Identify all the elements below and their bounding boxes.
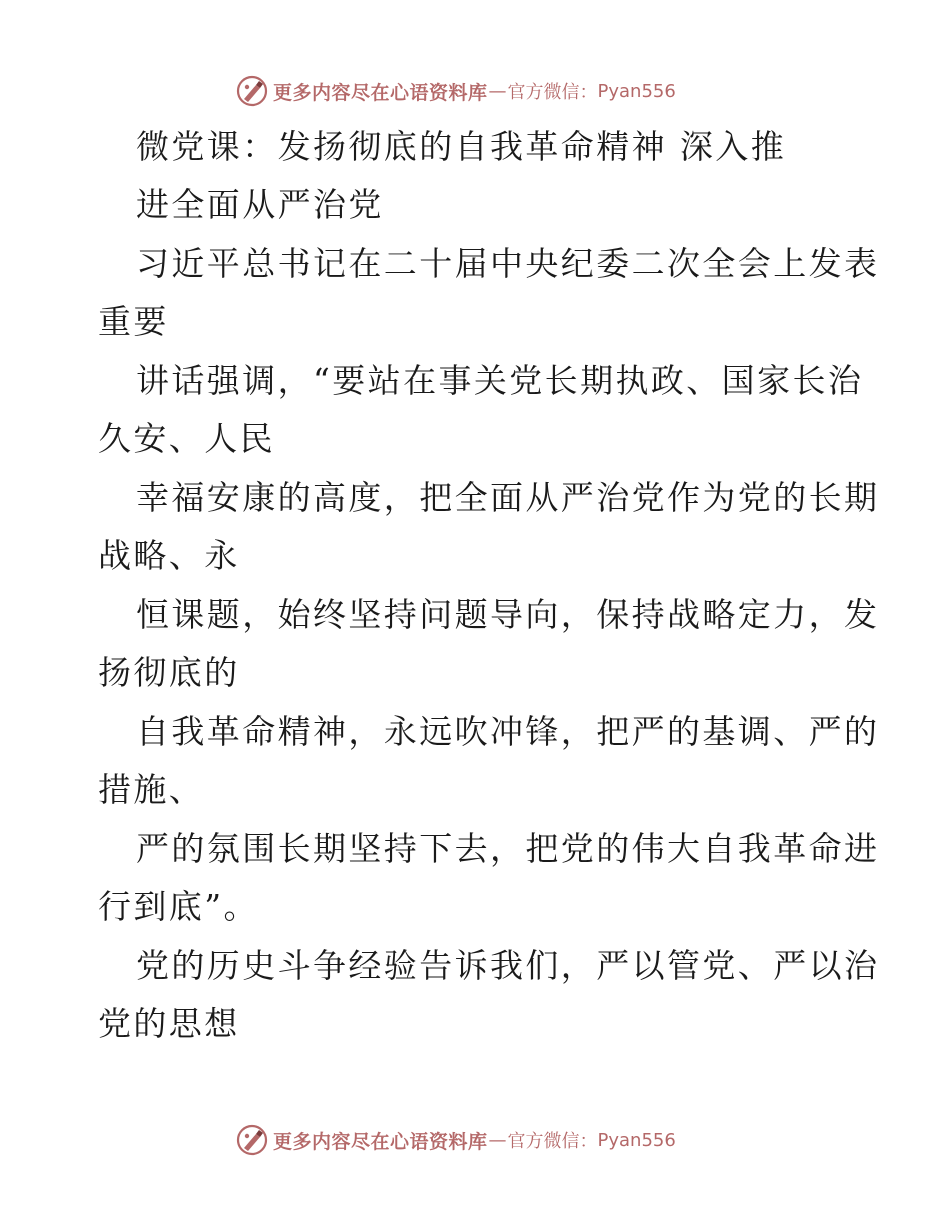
paragraph-line: 措施、 bbox=[98, 770, 205, 809]
document-title-line-1: 微党课：发扬彻底的自我革命精神 深入推 bbox=[136, 127, 787, 166]
footer-watermark bbox=[235, 1122, 676, 1158]
watermark-dash: — bbox=[488, 1129, 507, 1151]
watermark-main-text: 更多内容尽在心语资料库 bbox=[273, 1130, 488, 1153]
watermark-main-text: 更多内容尽在心语资料库 bbox=[273, 81, 488, 104]
watermark-wechat-id: Pyan556 bbox=[597, 1129, 676, 1151]
document-title-line-2: 进全面从严治党 bbox=[136, 185, 384, 224]
paragraph-line: 恒课题，始终坚持问题导向，保持战略定力，发 bbox=[136, 595, 880, 634]
paragraph-line: 党的思想 bbox=[98, 1004, 240, 1043]
paragraph-line: 战略、永 bbox=[98, 536, 240, 575]
header-watermark bbox=[235, 73, 676, 109]
paragraph-line: 幸福安康的高度，把全面从严治党作为党的长期 bbox=[136, 478, 880, 517]
pen-logo-icon bbox=[235, 1123, 269, 1157]
paragraph-line: 习近平总书记在二十届中央纪委二次全会上发表 bbox=[136, 244, 880, 283]
paragraph-line: 行到底”。 bbox=[98, 887, 259, 926]
paragraph-line: 讲话强调，“要站在事关党长期执政、国家长治 bbox=[136, 361, 864, 400]
watermark-wechat-id: Pyan556 bbox=[597, 80, 676, 102]
paragraph-line: 严的氛围长期坚持下去，把党的伟大自我革命进 bbox=[136, 829, 880, 868]
paragraph-line: 久安、人民 bbox=[98, 419, 275, 458]
paragraph-line: 扬彻底的 bbox=[98, 653, 240, 692]
watermark-sub-text: 官方微信： bbox=[507, 82, 598, 103]
watermark-sub-text: 官方微信： bbox=[507, 1131, 598, 1152]
pen-logo-icon bbox=[235, 74, 269, 108]
paragraph-line: 党的历史斗争经验告诉我们，严以管党、严以治 bbox=[136, 946, 880, 985]
paragraph-line: 重要 bbox=[98, 302, 169, 341]
paragraph-line: 自我革命精神，永远吹冲锋，把严的基调、严的 bbox=[136, 712, 880, 751]
watermark-dash: — bbox=[488, 80, 507, 102]
